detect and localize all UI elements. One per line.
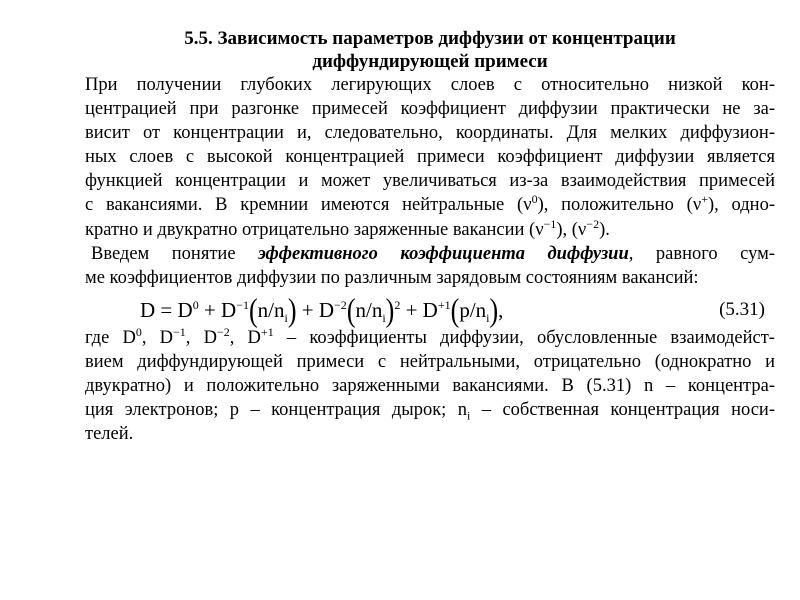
text-run: + D	[400, 297, 438, 322]
text-line	[85, 326, 775, 350]
superscript: 2	[394, 297, 401, 312]
text-run: ), одно-	[707, 195, 775, 216]
parenthesis: )	[287, 292, 297, 329]
text-run: – собственная концентрация носи-	[470, 400, 775, 421]
text-run: D	[140, 297, 156, 322]
text-run: ), положительно (ν	[537, 195, 702, 216]
text-line	[85, 350, 775, 374]
superscript: 0	[531, 192, 538, 207]
text-line	[85, 97, 775, 121]
superscript: −2	[586, 216, 600, 231]
text-run: где D	[85, 327, 136, 348]
text-run: + D	[198, 297, 237, 322]
text-run: двукратно) и положительно заряженными вакансиями. В (5.31) n – концентра-	[85, 376, 775, 397]
text-line	[85, 218, 775, 242]
section-title	[85, 27, 775, 73]
equation	[140, 292, 504, 329]
superscript: −1	[236, 297, 249, 312]
section-title-line: диффундирующей примеси	[312, 51, 548, 72]
superscript: +	[701, 192, 708, 207]
parenthesis: )	[489, 292, 499, 329]
text-run: /	[469, 297, 476, 322]
text-run: /	[268, 297, 274, 322]
superscript: −1	[173, 324, 186, 339]
text-run: n	[257, 297, 269, 322]
text-run: n	[475, 297, 487, 322]
parenthesis: (	[346, 292, 356, 329]
emphasized-term: эффективного коэффициента диффузии	[258, 243, 629, 264]
text-line	[85, 242, 775, 266]
document-content	[85, 27, 775, 446]
parenthesis: (	[248, 292, 258, 329]
subscript: i	[467, 408, 471, 423]
text-run: , равного сум-	[628, 243, 775, 264]
text-run: – коэффициенты диффузии, обусловленные взаимодейст-	[273, 327, 775, 348]
text-run: центрацией при разгонке примесей коэффициент диффузии практически не за-	[85, 99, 775, 120]
text-line	[85, 121, 775, 145]
superscript: +1	[437, 297, 451, 312]
text-run: ме коэффициентов диффузии по различным зарядовым состояниям вакансий:	[85, 267, 699, 288]
parenthesis: )	[385, 292, 395, 329]
paragraph-intro	[85, 73, 775, 242]
superscript: +1	[260, 324, 274, 339]
text-run: , D	[229, 327, 261, 348]
paragraph-explanation	[85, 326, 775, 446]
text-line	[85, 73, 775, 97]
parenthesis: (	[450, 292, 460, 329]
text-run: Введем понятие	[91, 243, 259, 264]
superscript: −2	[334, 297, 347, 312]
text-run: ных слоев с высокой концентрацией примеси коэффициент диффузии является	[85, 147, 775, 168]
superscript: 0	[192, 297, 199, 312]
superscript: 0	[135, 324, 142, 339]
text-line	[85, 193, 775, 217]
text-run: n	[371, 297, 383, 322]
text-line	[85, 422, 775, 446]
text-run: + D	[296, 297, 335, 322]
text-run: n	[274, 297, 285, 322]
text-line	[85, 169, 775, 193]
text-run: телей.	[85, 424, 134, 445]
text-line	[85, 145, 775, 169]
text-run: функцией концентрации и может увеличиваться из-за взаимодействия примесей	[85, 171, 775, 192]
text-line	[85, 398, 775, 422]
text-run: При получении глубоких легирующих слоев с относительно низкой кон-	[85, 75, 775, 95]
text-run: ), (ν	[556, 219, 587, 240]
text-run: n	[355, 297, 366, 322]
text-line	[85, 266, 775, 290]
superscript: −1	[543, 216, 557, 231]
subscript: i	[284, 311, 288, 326]
subscript: i	[382, 311, 386, 326]
text-run: вием диффундирующей примеси с нейтральными, отрицательно (однократно и	[85, 351, 775, 372]
text-run: , D	[185, 327, 217, 348]
text-run: /	[365, 297, 372, 322]
text-run: кратно и двукратно отрицательно заряженные вакансии (ν	[85, 219, 544, 240]
text-run: p	[459, 297, 470, 322]
paragraph-definition	[85, 242, 775, 290]
text-run: с вакансиями. В кремнии имеются нейтральные (ν	[85, 195, 532, 216]
text-line	[85, 374, 775, 398]
subscript: i	[486, 311, 490, 326]
text-run: ,	[498, 297, 504, 322]
text-run: = D	[155, 297, 193, 322]
text-run: ).	[599, 219, 610, 240]
equation-number: (5.31)	[719, 298, 765, 320]
superscript: −2	[216, 324, 230, 339]
text-run: , D	[141, 327, 174, 348]
text-run: ция электронов; p – концентрация дырок; n	[85, 400, 467, 421]
equation-row	[85, 292, 775, 329]
section-title-line: 5.5. Зависимость параметров диффузии от концентрации	[184, 28, 676, 49]
text-run: висит от концентрации и, следовательно, координаты. Для мелких диффузион-	[85, 123, 775, 144]
